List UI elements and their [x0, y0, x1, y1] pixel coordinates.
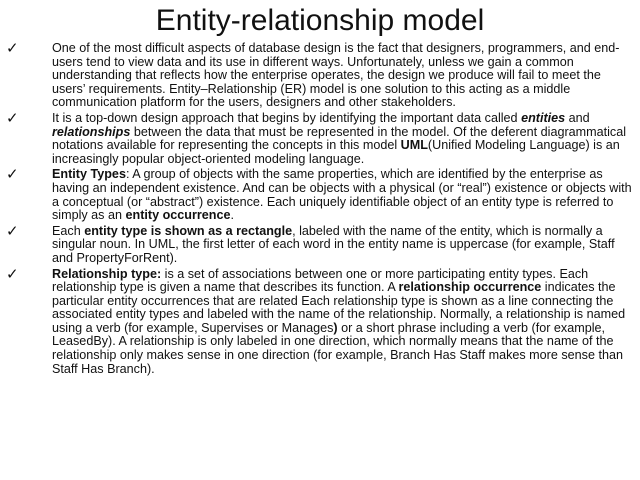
term-relationship-type: Relationship type:: [52, 266, 162, 281]
bullet-item: [4, 42, 634, 110]
bullet-item: [4, 168, 634, 222]
bullet-text: One of the most difficult aspects of database design is the fact that designers, programmers, and end-users tend to view data and its use in different ways. Unfortunately, unless we gain a common understanding that reflects how the enterprise operates, the design we produce will fail to meet the users’ requirements. Entity–Relationship (ER) model is one solution to this acting as a middle communication platform for the users, designers and other stakeholders.: [52, 41, 620, 110]
bullet-text: between the data that must be represented in the model. Of the deferent diagrammatical notations available for representing the concepts in this model: [52, 124, 627, 153]
bullet-text: indicates the particular entity occurrences that are related Each relationship type is shown as a line connecting the associated entity types and labeled with the name of the relationship. Normally, a relationship is named using a verb (for example, Supervises or Manages: [52, 280, 626, 335]
bullet-text: and: [565, 110, 590, 125]
bullet-text: It is a top-down design approach that begins by identifying the important data called: [52, 110, 522, 125]
bullet-text: (Unified Modeling Language) is an increasingly popular object-oriented modeling language.: [52, 138, 620, 166]
bullet-text: Each: [52, 223, 85, 238]
bullet-text: or a short phrase including a verb (for example, LeasedBy). A relationship is only labeled in one direction, which normally means that the name of the relationship only makes sense in one direction (for example, Branch Has Staff makes more sense than Staff Has Branch).: [52, 320, 623, 376]
checkmark-icon: ✓: [6, 265, 19, 283]
bullet-text: , labeled with the name of the entity, which is normally a singular noun. In UML, the first letter of each word in the entity name is uppercase (for example, Staff and PropertyForRent).: [52, 223, 615, 265]
bullet-text: : A group of objects with the same properties, which are identified by the enterprise as having an independent existence. And can be objects with a physical (or “real”) existence or objects with a conceptual (or “abstract”) existence. Each uniquely identifiable object of an entity type is referred to simply as an: [52, 167, 632, 223]
term-relationship-occurrence: relationship occurrence: [398, 280, 542, 295]
checkmark-icon: ✓: [6, 166, 19, 184]
bullet-text: .: [230, 208, 234, 223]
bullet-text: is a set of associations between one or more participating entity types. Each relationship type is given a name that describes its function. A: [52, 266, 589, 295]
emphasis-entities: entities: [521, 110, 566, 125]
term-entity-occurrence: entity occurrence: [125, 208, 231, 223]
bullet-item: [4, 222, 634, 266]
checkmark-icon: ✓: [6, 40, 19, 57]
slide-title: Entity-relationship model: [155, 4, 485, 37]
checkmark-icon: ✓: [6, 109, 19, 127]
checkmark-icon: ✓: [6, 222, 19, 240]
emphasis-rectangle: entity type is shown as a rectangle: [84, 223, 293, 238]
term-entity-types: Entity Types: [52, 167, 126, 182]
bullet-item: [4, 265, 634, 377]
emphasis-uml: UML: [400, 138, 428, 153]
bold-paren: ): [333, 320, 338, 335]
bullet-list: [4, 42, 634, 378]
emphasis-relationships: relationships: [52, 124, 131, 139]
bullet-item: [4, 109, 634, 166]
